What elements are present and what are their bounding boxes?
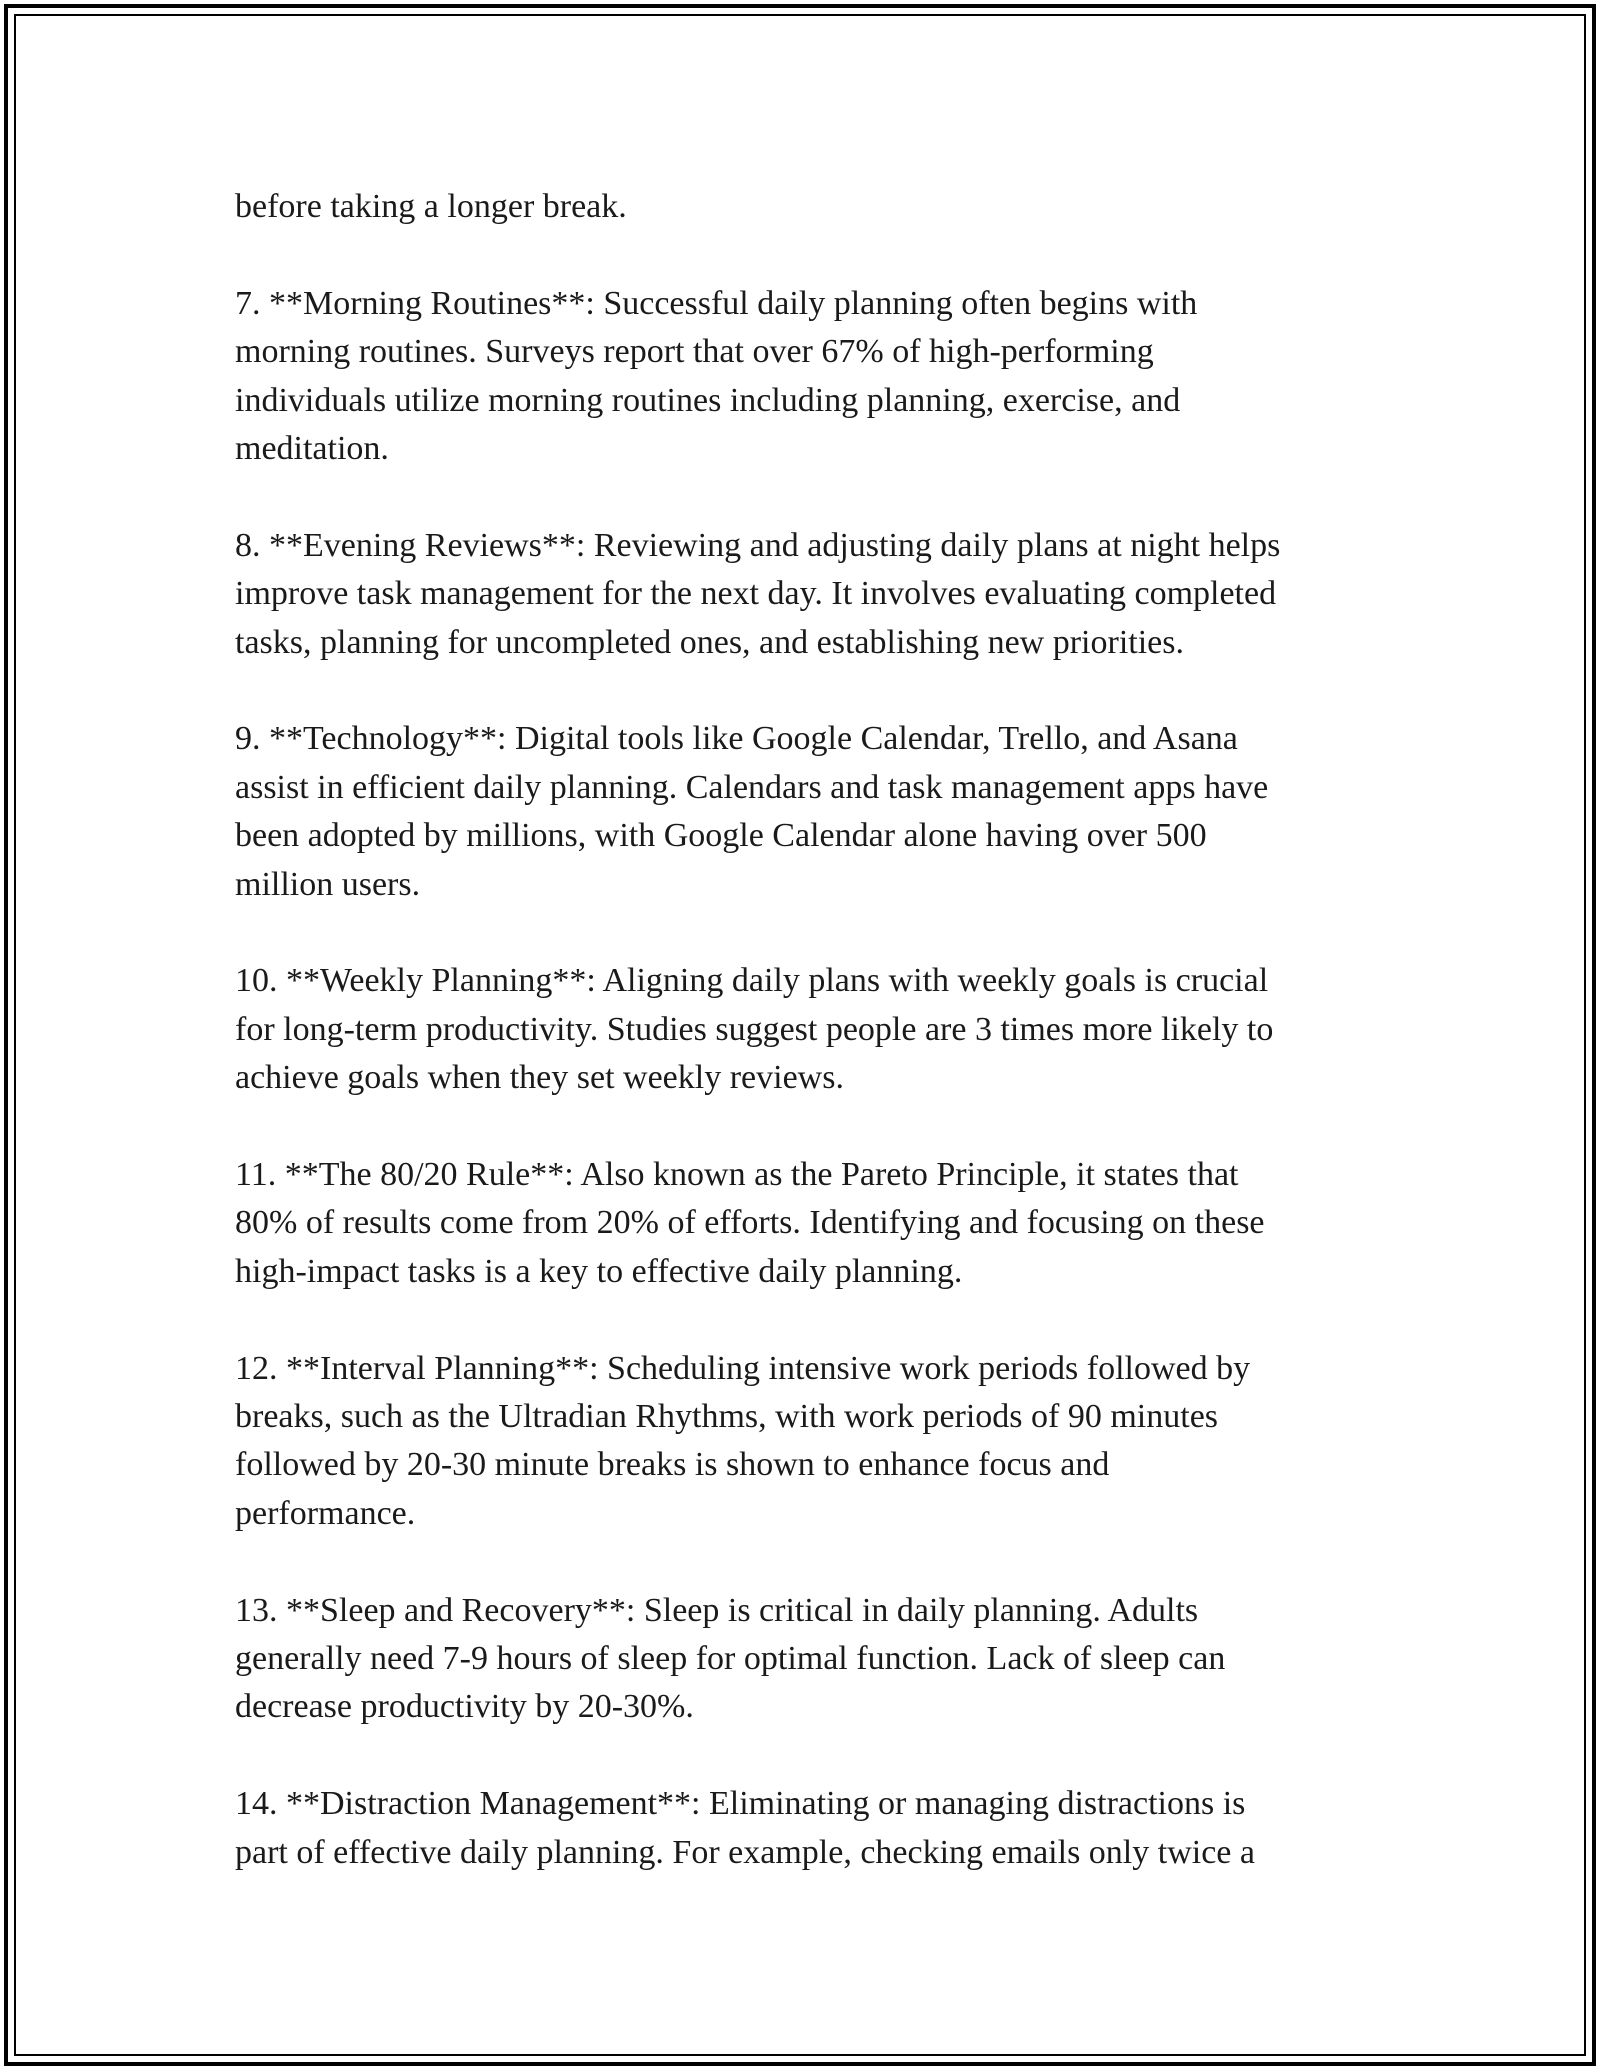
paragraph-weekly-planning: 10. **Weekly Planning**: Aligning daily plans with weekly goals is crucial for long-term productivity. Studies suggest people are 3 times more likely to achieve goals when they set weekly reviews. [235, 962, 1274, 1097]
document-body [235, 183, 1385, 1925]
paragraph-80-20-rule: 11. **The 80/20 Rule**: Also known as the Pareto Principle, it states that 80% of results come from 20% of efforts. Identifying and focusing on these high-impact tasks is a key to effective daily planning. [235, 1156, 1265, 1290]
paragraph-interval-planning: 12. **Interval Planning**: Scheduling intensive work periods followed by breaks, such as the Ultradian Rhythms, with work periods of 90 minutes followed by 20-30 minute breaks is shown to enhance focus and performance. [235, 1349, 1251, 1532]
paragraph-evening-reviews: 8. **Evening Reviews**: Reviewing and adjusting daily plans at night helps improve task management for the next day. It involves evaluating completed tasks, planning for uncompleted ones, and establishing new priorities. [235, 526, 1281, 661]
paragraph-continuation: before taking a longer break. [235, 188, 627, 225]
paragraph-sleep-and-recovery: 13. **Sleep and Recovery**: Sleep is critical in daily planning. Adults generally need 7-9 hours of sleep for optimal function. Lack of sleep can decrease productivity by 20-30%. [235, 1591, 1226, 1726]
paragraph-distraction-management: 14. **Distraction Management**: Eliminating or managing distractions is part of effective daily planning. For example, checking emails only twice a [235, 1785, 1255, 1871]
paragraph-technology: 9. **Technology**: Digital tools like Google Calendar, Trello, and Asana assist in efficient daily planning. Calendars and task management apps have been adopted by millions, with Google Calendar alone having over 500 million users. [235, 720, 1269, 903]
paragraph-morning-routines: 7. **Morning Routines**: Successful daily planning often begins with morning routines. Surveys report that over 67% of high-performing individuals utilize morning routines including planning, exercise, and meditation. [235, 284, 1198, 468]
